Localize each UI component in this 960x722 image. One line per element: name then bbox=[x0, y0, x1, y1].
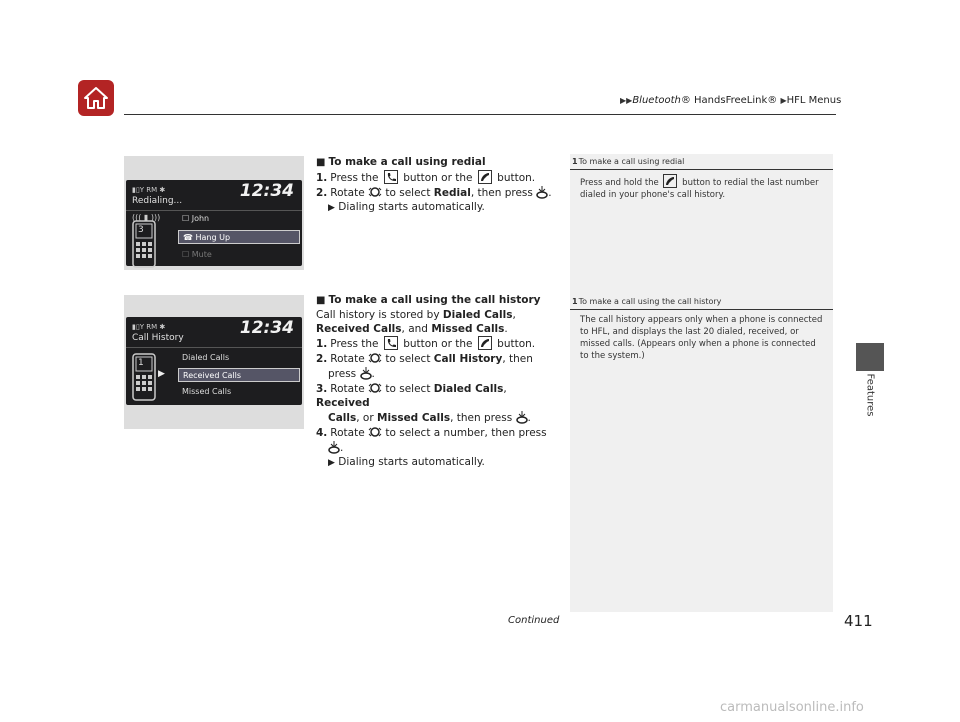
dialed-calls-row[interactable]: Dialed Calls bbox=[182, 353, 230, 362]
redial-note bbox=[570, 154, 833, 201]
call-history-display bbox=[126, 317, 302, 405]
display-title: Call History bbox=[132, 333, 184, 343]
redial-screen-image bbox=[124, 156, 304, 270]
status-icons: ▮▯Y RM ✱ bbox=[132, 186, 166, 194]
press-knob-icon bbox=[328, 440, 340, 454]
display-title: Redialing... bbox=[132, 196, 183, 206]
notes-panel bbox=[570, 154, 833, 612]
display-clock: 12:34 bbox=[239, 318, 294, 338]
pick-up-button-icon bbox=[663, 174, 677, 188]
top-divider bbox=[124, 114, 836, 115]
redial-step-1: 1. Press the button or the button. bbox=[316, 172, 536, 184]
phone-keypad-icon bbox=[132, 220, 156, 268]
breadcrumb-bluetooth: Bluetooth bbox=[632, 95, 681, 106]
call-history-intro: Call history is stored by Dialed Calls, Received Calls, and Missed Calls. bbox=[316, 309, 516, 335]
contact-row: ☐ John bbox=[182, 214, 210, 223]
hang-up-label: Hang Up bbox=[195, 233, 231, 242]
breadcrumb-handsfreelink: ® HandsFreeLink® bbox=[680, 95, 778, 106]
phone-button-icon bbox=[384, 170, 398, 184]
status-icons: ▮▯Y RM ✱ bbox=[132, 323, 166, 331]
display-divider bbox=[126, 210, 302, 211]
call-history-result: ▶ Dialing starts automatically. bbox=[328, 456, 485, 468]
pick-up-button-icon bbox=[478, 336, 492, 350]
display-divider bbox=[126, 347, 302, 348]
status-rm: RM bbox=[146, 323, 158, 331]
call-history-note bbox=[570, 294, 833, 362]
home-icon bbox=[83, 86, 109, 110]
phone-button-icon bbox=[384, 336, 398, 350]
selection-arrow-icon: ▶ bbox=[158, 369, 165, 379]
continued-label: Continued bbox=[508, 615, 560, 626]
redial-result: ▶ Dialing starts automatically. bbox=[328, 201, 485, 213]
missed-calls-row[interactable]: Missed Calls bbox=[182, 387, 232, 396]
result-arrow-icon: ▶ bbox=[328, 203, 335, 213]
hang-up-row[interactable] bbox=[178, 230, 300, 244]
press-knob-icon bbox=[536, 185, 548, 199]
redial-display bbox=[126, 180, 302, 266]
call-history-step-3: 3. Rotate to select Dialed Calls, Received Calls, or Missed Calls, then press . bbox=[316, 383, 531, 424]
selector-knob-icon bbox=[368, 381, 382, 395]
breadcrumb-hfl-menus: HFL Menus bbox=[786, 95, 842, 106]
selector-knob-icon bbox=[368, 351, 382, 365]
breadcrumb-arrow-icon: ▶ bbox=[780, 96, 787, 105]
call-history-note-body: The call history appears only when a phone is connected to HFL, and displays the last 20 dialed, received, or missed calls. (Appears only when a phone is connected to the system.) bbox=[580, 315, 823, 361]
section-tab-label: Features bbox=[864, 373, 876, 417]
redial-section bbox=[316, 155, 556, 215]
press-knob-icon bbox=[516, 410, 528, 424]
breadcrumb bbox=[620, 95, 842, 106]
status-rm: RM bbox=[146, 186, 158, 194]
call-history-step-2: 2. Rotate to select Call History, then press . bbox=[316, 353, 533, 380]
call-history-section bbox=[316, 293, 562, 470]
result-arrow-icon: ▶ bbox=[328, 458, 335, 468]
contact-name: John bbox=[191, 214, 210, 223]
call-history-screen-image bbox=[124, 295, 304, 429]
call-history-heading: ■ To make a call using the call history bbox=[316, 293, 562, 308]
mute-label: Mute bbox=[191, 250, 212, 259]
breadcrumb-arrow-icon: ▶▶ bbox=[620, 96, 633, 105]
redial-step-2: 2. Rotate to select Redial, then press . bbox=[316, 187, 552, 199]
press-knob-icon bbox=[360, 366, 372, 380]
mute-icon: ☐ bbox=[182, 250, 190, 259]
page-number: 411 bbox=[844, 612, 873, 630]
redial-heading: ■ To make a call using redial bbox=[316, 155, 556, 170]
redial-note-title: 1To make a call using redial bbox=[570, 154, 833, 170]
received-calls-row[interactable]: Received Calls bbox=[178, 368, 300, 382]
signal-icon: ((( ▮ ))) bbox=[132, 213, 161, 222]
call-history-step-1: 1. Press the button or the button. bbox=[316, 338, 536, 350]
phone-number-digit: 1 bbox=[138, 358, 144, 368]
home-button[interactable] bbox=[78, 80, 114, 116]
selector-knob-icon bbox=[368, 425, 382, 439]
phone-number-digit: 3 bbox=[138, 225, 144, 235]
section-tab[interactable] bbox=[856, 343, 884, 371]
redial-note-body: Press and hold the button to redial the last number dialed in your phone's call history. bbox=[570, 170, 833, 201]
mute-row[interactable] bbox=[178, 248, 300, 262]
watermark: carmanualsonline.info bbox=[720, 700, 864, 715]
display-clock: 12:34 bbox=[239, 181, 294, 201]
phone-keypad-icon bbox=[132, 353, 156, 401]
call-history-note-title: 1To make a call using the call history bbox=[570, 294, 833, 310]
call-history-step-4: 4. Rotate to select a number, then press . bbox=[316, 427, 547, 454]
hangup-icon: ☎ bbox=[183, 233, 193, 242]
pick-up-button-icon bbox=[478, 170, 492, 184]
selector-knob-icon bbox=[368, 185, 382, 199]
